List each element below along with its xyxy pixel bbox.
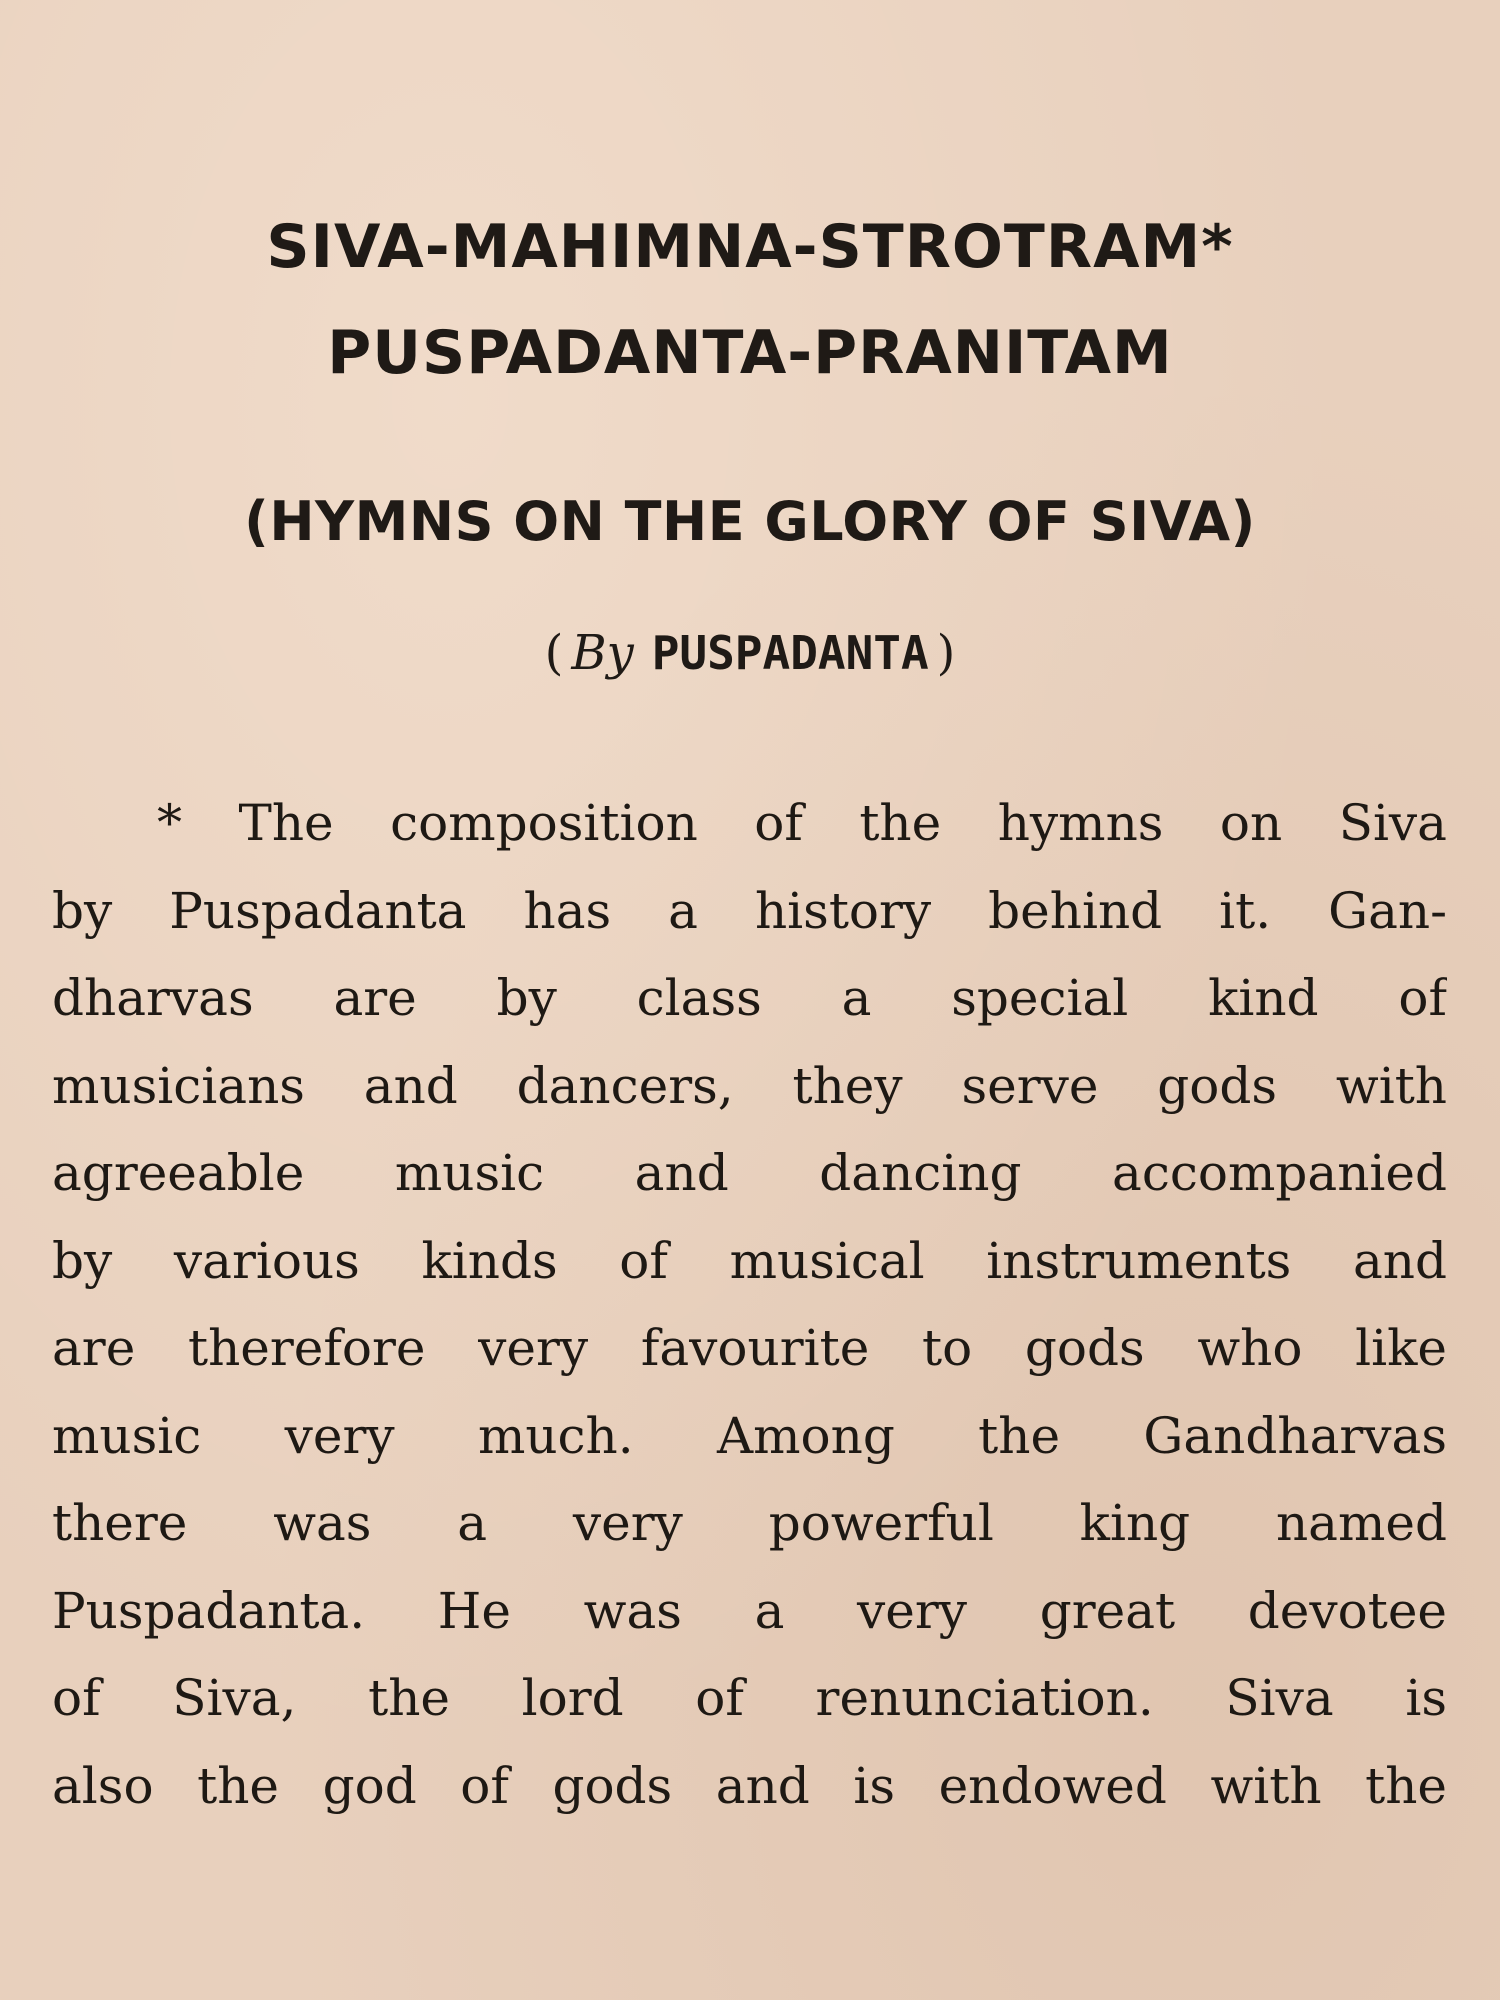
byline-by: By [571,625,634,681]
body-line: musicians and dancers, they serve gods with [52,1056,1447,1115]
body-line: by Puspadanta has a history behind it. Gan- [52,881,1447,940]
body-line: music very much. Among the Gandharvas [52,1406,1447,1465]
body-line: also the god of gods and is endowed with the [52,1756,1447,1815]
body-line: agreeable music and dancing accompanied [52,1144,1447,1202]
byline [0,625,1500,681]
byline-close-paren: ) [936,625,956,681]
body-line: there was a very powerful king named [52,1494,1447,1552]
byline-author: PUSPADANTA [651,626,929,680]
body-line: Puspadanta. He was a very great devotee [52,1581,1447,1640]
body-line: by various kinds of musical instruments and [52,1231,1447,1290]
body-paragraph [52,780,1447,1830]
body-line: of Siva, the lord of renunciation. Siva is [52,1669,1447,1727]
body-line: * The composition of the hymns on Siva [157,794,1447,852]
byline-open-paren: ( [544,625,564,681]
title-line-2: PUSPADANTA-PRANITAM [327,318,1173,388]
body-line: dharvas are by class a special kind of [52,969,1447,1027]
title-line-1: SIVA-MAHIMNA-STROTRAM* [266,212,1234,282]
subtitle: (HYMNS ON THE GLORY OF SIVA) [244,490,1256,553]
body-line: are therefore very favourite to gods who like [52,1319,1447,1377]
